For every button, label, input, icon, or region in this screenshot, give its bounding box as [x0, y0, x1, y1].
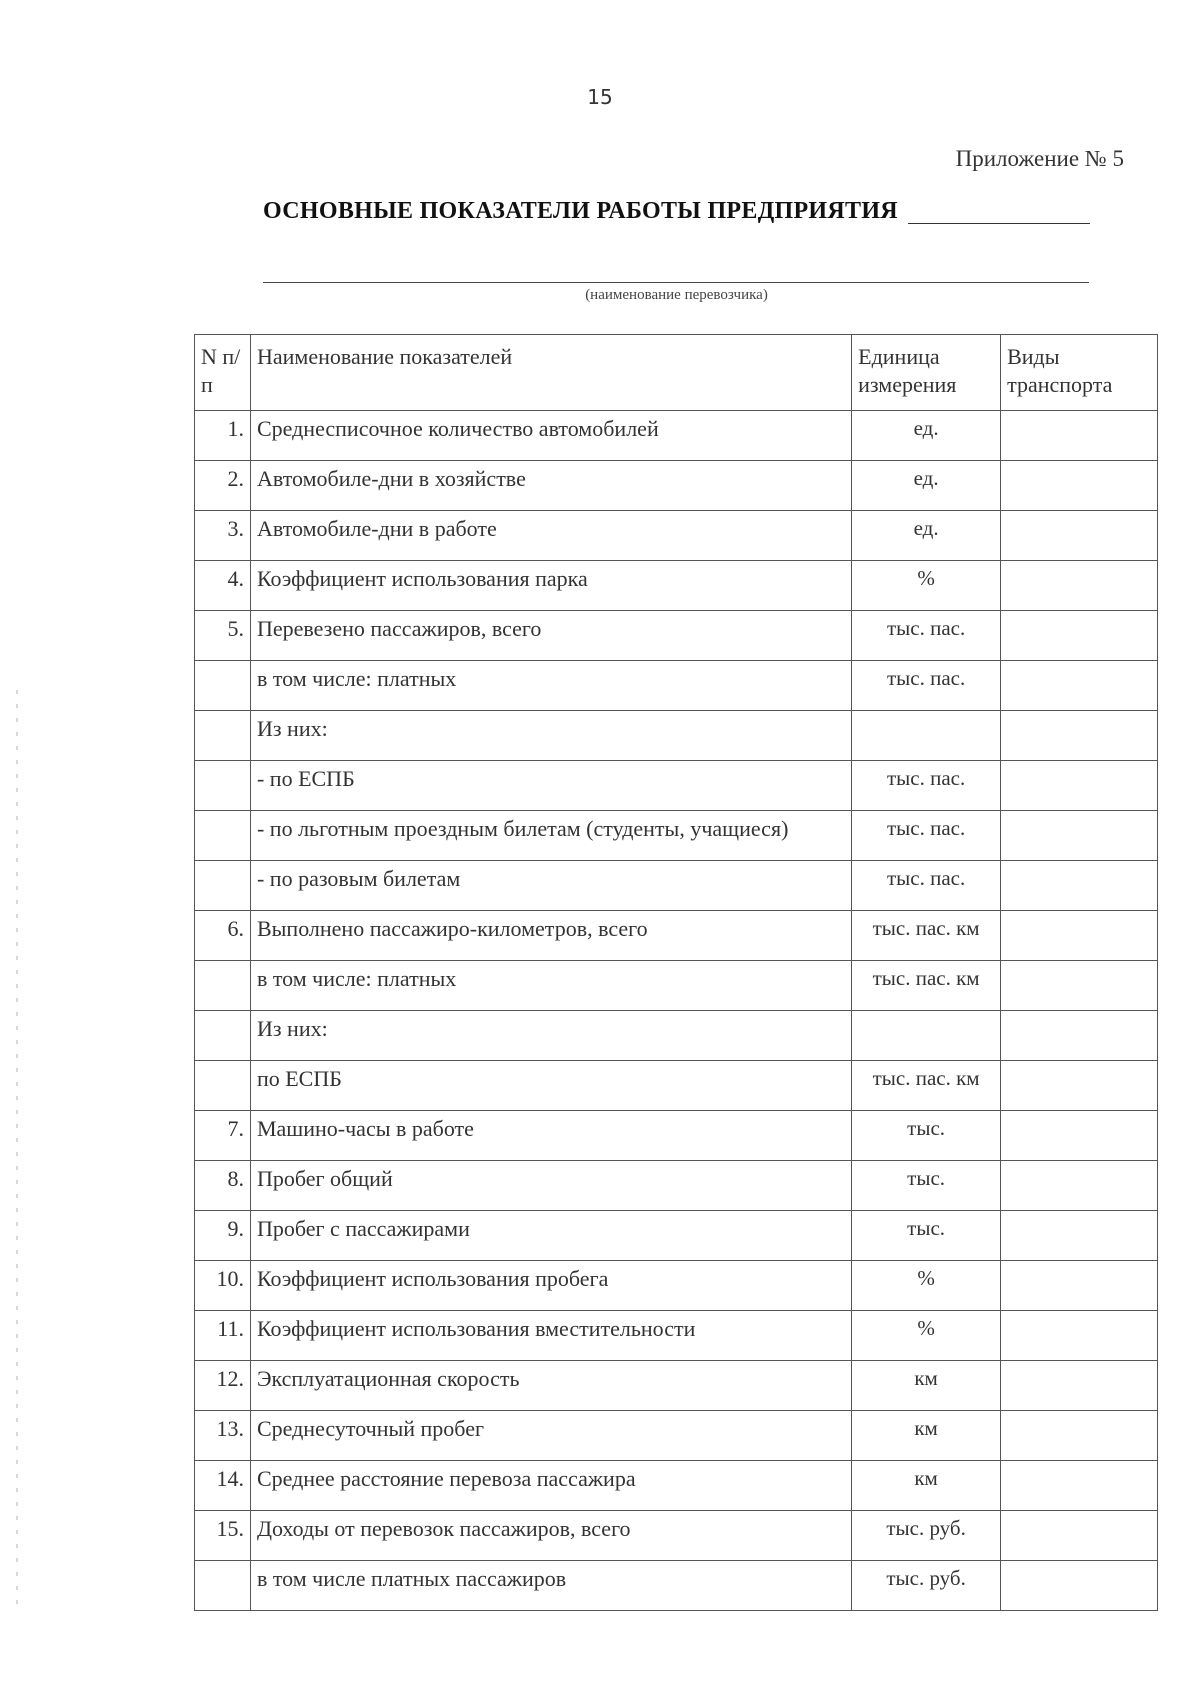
row-number: 15. — [195, 1511, 251, 1561]
indicator-name: Среднее расстояние перевоза пассажира — [250, 1461, 851, 1511]
table-row — [195, 1061, 1158, 1111]
table-row — [195, 461, 1158, 511]
transport-kind-cell — [1001, 561, 1158, 611]
table-row — [195, 561, 1158, 611]
table-row — [195, 611, 1158, 661]
row-number: 13. — [195, 1411, 251, 1461]
row-number: 3. — [195, 511, 251, 561]
row-number: 5. — [195, 611, 251, 661]
transport-kind-cell — [1001, 711, 1158, 761]
indicator-name: Перевезено пассажиров, всего — [250, 611, 851, 661]
table-row — [195, 1311, 1158, 1361]
row-number: 14. — [195, 1461, 251, 1511]
indicator-name: Машино-часы в работе — [250, 1111, 851, 1161]
transport-kind-cell — [1001, 1461, 1158, 1511]
indicator-name: Коэффициент использования пробега — [250, 1261, 851, 1311]
row-number: 10. — [195, 1261, 251, 1311]
unit-of-measure: тыс. — [852, 1211, 1001, 1261]
unit-of-measure: тыс. пас. км — [852, 911, 1001, 961]
unit-of-measure: ед. — [852, 411, 1001, 461]
indicator-name: по ЕСПБ — [250, 1061, 851, 1111]
unit-of-measure: тыс. руб. — [852, 1511, 1001, 1561]
scan-margin-marks — [16, 690, 18, 1610]
row-number — [195, 1011, 251, 1061]
table-row — [195, 1111, 1158, 1161]
row-number: 11. — [195, 1311, 251, 1361]
transport-kind-cell — [1001, 661, 1158, 711]
table-row — [195, 1461, 1158, 1511]
row-number: 8. — [195, 1161, 251, 1211]
header-unit: Единица измерения — [852, 335, 1001, 411]
unit-of-measure: % — [852, 561, 1001, 611]
unit-of-measure: тыс. пас. — [852, 611, 1001, 661]
indicator-name: - по ЕСПБ — [250, 761, 851, 811]
row-number: 1. — [195, 411, 251, 461]
header-name: Наименование показателей — [250, 335, 851, 411]
transport-kind-cell — [1001, 461, 1158, 511]
indicator-name: Автомобиле-дни в работе — [250, 511, 851, 561]
table-header-row — [195, 335, 1158, 411]
unit-of-measure: тыс. пас. — [852, 861, 1001, 911]
row-number: 12. — [195, 1361, 251, 1411]
transport-kind-cell — [1001, 511, 1158, 561]
unit-of-measure: км — [852, 1361, 1001, 1411]
table-row — [195, 761, 1158, 811]
row-number — [195, 861, 251, 911]
unit-of-measure: ед. — [852, 461, 1001, 511]
unit-of-measure: % — [852, 1311, 1001, 1361]
unit-of-measure: тыс. — [852, 1161, 1001, 1211]
table-row — [195, 961, 1158, 1011]
row-number — [195, 961, 251, 1011]
transport-kind-cell — [1001, 1011, 1158, 1061]
table-row — [195, 1011, 1158, 1061]
indicator-name: Из них: — [250, 711, 851, 761]
indicator-name: Автомобиле-дни в хозяйстве — [250, 461, 851, 511]
indicator-name: Выполнено пассажиро-километров, всего — [250, 911, 851, 961]
table-row — [195, 1261, 1158, 1311]
unit-of-measure — [852, 1011, 1001, 1061]
carrier-name-line — [263, 282, 1089, 283]
transport-kind-cell — [1001, 811, 1158, 861]
transport-kind-cell — [1001, 1311, 1158, 1361]
transport-kind-cell — [1001, 1411, 1158, 1461]
transport-kind-cell — [1001, 1261, 1158, 1311]
table-row — [195, 1511, 1158, 1561]
table-row — [195, 411, 1158, 461]
page-number: 15 — [587, 85, 613, 109]
table-row — [195, 711, 1158, 761]
indicator-name: Пробег с пассажирами — [250, 1211, 851, 1261]
unit-of-measure: км — [852, 1461, 1001, 1511]
document-title: ОСНОВНЫЕ ПОКАЗАТЕЛИ РАБОТЫ ПРЕДПРИЯТИЯ — [263, 198, 898, 224]
carrier-name-caption: (наименование перевозчика) — [585, 287, 768, 303]
indicator-name: Среднесуточный пробег — [250, 1411, 851, 1461]
table-row — [195, 1161, 1158, 1211]
transport-kind-cell — [1001, 1061, 1158, 1111]
indicator-name: - по разовым билетам — [250, 861, 851, 911]
table-row — [195, 661, 1158, 711]
transport-kind-cell — [1001, 1211, 1158, 1261]
table-row — [195, 911, 1158, 961]
unit-of-measure: тыс. пас. — [852, 661, 1001, 711]
indicators-table — [194, 334, 1158, 1611]
unit-of-measure: тыс. руб. — [852, 1561, 1001, 1611]
indicator-name: в том числе: платных — [250, 661, 851, 711]
unit-of-measure: % — [852, 1261, 1001, 1311]
unit-of-measure: тыс. пас. — [852, 811, 1001, 861]
transport-kind-cell — [1001, 1561, 1158, 1611]
unit-of-measure: тыс. — [852, 1111, 1001, 1161]
transport-kind-cell — [1001, 961, 1158, 1011]
indicator-name: Коэффициент использования вместительности — [250, 1311, 851, 1361]
transport-kind-cell — [1001, 1511, 1158, 1561]
unit-of-measure: км — [852, 1411, 1001, 1461]
indicator-name: Пробег общий — [250, 1161, 851, 1211]
row-number — [195, 1061, 251, 1111]
indicator-name: Эксплуатационная скорость — [250, 1361, 851, 1411]
row-number: 9. — [195, 1211, 251, 1261]
row-number — [195, 661, 251, 711]
indicator-name: - по льготным проездным билетам (студенты, учащиеся) — [250, 811, 851, 861]
header-kind: Виды транспорта — [1001, 335, 1158, 411]
indicator-name: Доходы от перевозок пассажиров, всего — [250, 1511, 851, 1561]
transport-kind-cell — [1001, 861, 1158, 911]
unit-of-measure: тыс. пас. км — [852, 961, 1001, 1011]
transport-kind-cell — [1001, 1111, 1158, 1161]
transport-kind-cell — [1001, 611, 1158, 661]
row-number: 6. — [195, 911, 251, 961]
table-row — [195, 511, 1158, 561]
row-number: 7. — [195, 1111, 251, 1161]
transport-kind-cell — [1001, 911, 1158, 961]
transport-kind-cell — [1001, 411, 1158, 461]
unit-of-measure — [852, 711, 1001, 761]
header-num: N п/п — [195, 335, 251, 411]
row-number: 2. — [195, 461, 251, 511]
table-row — [195, 1411, 1158, 1461]
table-row — [195, 1211, 1158, 1261]
enterprise-name-blank — [908, 223, 1090, 224]
row-number — [195, 811, 251, 861]
indicator-name: Среднесписочное количество автомобилей — [250, 411, 851, 461]
unit-of-measure: ед. — [852, 511, 1001, 561]
indicator-name: Коэффициент использования парка — [250, 561, 851, 611]
table-row — [195, 861, 1158, 911]
table-row — [195, 1361, 1158, 1411]
table-row — [195, 1561, 1158, 1611]
row-number: 4. — [195, 561, 251, 611]
row-number — [195, 761, 251, 811]
unit-of-measure: тыс. пас. — [852, 761, 1001, 811]
transport-kind-cell — [1001, 1161, 1158, 1211]
row-number — [195, 1561, 251, 1611]
appendix-label: Приложение № 5 — [955, 146, 1124, 171]
table-row — [195, 811, 1158, 861]
transport-kind-cell — [1001, 1361, 1158, 1411]
indicator-name: в том числе платных пассажиров — [250, 1561, 851, 1611]
row-number — [195, 711, 251, 761]
indicator-name: Из них: — [250, 1011, 851, 1061]
unit-of-measure: тыс. пас. км — [852, 1061, 1001, 1111]
indicator-name: в том числе: платных — [250, 961, 851, 1011]
transport-kind-cell — [1001, 761, 1158, 811]
